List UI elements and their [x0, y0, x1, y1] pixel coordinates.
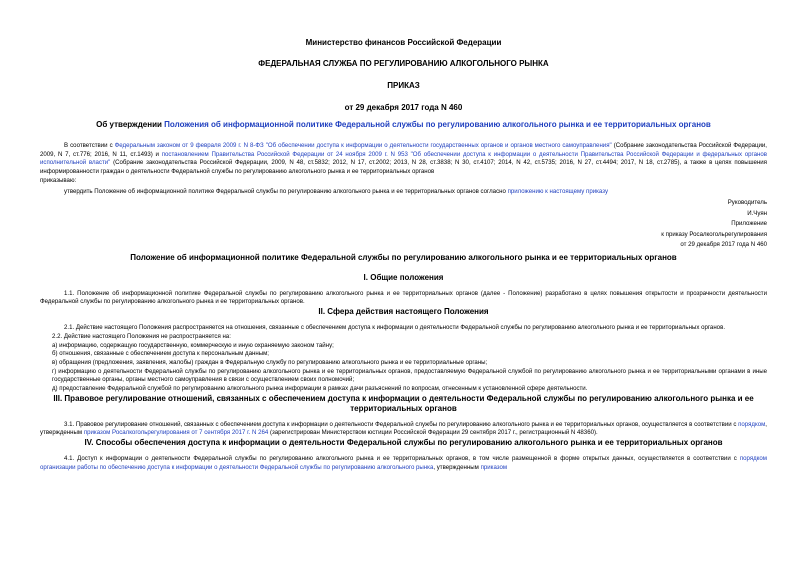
s3-text-2: , утвержденным	[40, 420, 767, 437]
section-3-title: III. Правовое регулирование отношений, связанных с обеспечением доступа к информации о деятельности Федеральной службы по регулированию алкогольного рынка и ее территориальных органов	[53, 393, 754, 413]
federal-law-link[interactable]: Федеральным законом от 9 февраля 2009 г. N 8-ФЗ "Об обеспечении доступа к информации о деятельности государственных органов и органов местного самоуправления"	[114, 142, 612, 149]
regulation-title: Положение об информационной политике Федеральной службы по регулированию алкогольного рынка и ее территориальных органов	[130, 252, 677, 262]
section-4-paragraph-1	[40, 455, 767, 472]
section-2-item-e: д) предоставление Федеральной службой по регулированию алкогольного рынка информации в рамках дачи разъяснений по вопросам, отнесенным к установленной сфере деятельности.	[52, 385, 588, 393]
s3-text-1: 3.1. Правовое регулирование отношений, связанных с обеспечением доступа к информации о деятельности Федеральной службы по регулированию алкогольного рынка и ее территориальных органов, осуществляется в соответствии с	[64, 420, 737, 428]
rosalko-order-link[interactable]: приказом Росалкогольрегулирования от 7 сентября 2017 г. N 264	[83, 429, 269, 437]
appendix-label: Приложение	[731, 220, 767, 228]
document-page	[40, 0, 767, 473]
doc-type: ПРИКАЗ	[387, 81, 420, 90]
doc-date-number: от 29 декабря 2017 года N 460	[344, 103, 463, 112]
s4-text-2: , утвержденным	[433, 463, 479, 471]
title-link[interactable]: Положения об информационной политике Федеральной службы по регулированию алкогольного рынка и ее территориальных органов	[164, 120, 711, 129]
signer-name: И.Чуян	[747, 209, 767, 217]
work-organization-procedure-link[interactable]: порядком организации работы по обеспечению доступа к информации о деятельности Федеральной службы по регулированию алкогольного рынка	[40, 455, 767, 471]
section-1-paragraph-1: 1.1. Положение об информационной политике Федеральной службы по регулированию алкогольного рынка и ее территориальных органов (далее - Положение) разработано в целях повышения открытости и прозрачности деятельности Федеральной службы по регулированию алкогольного рынка и ее территориальных органов.	[40, 289, 767, 306]
section-2-title: II. Сфера действия настоящего Положения	[318, 307, 489, 317]
preamble-text-3: (Собрание законодательства Российской Федерации, 2009, N 48, ст.5832; 2012, N 17, ст.2002; 2013, N 28, ст.3838; N 30, ст.4107; 2014, N 42, ст.5735; 2016, N 27, ст.4494; 2017, N 18, ст.2785), а также в целях повышения информированности граждан о деятельности Федеральной службы по регулированию алкогольного рынка и ее территориальных органов	[40, 159, 767, 176]
appendix-link[interactable]: приложению к настоящему приказу	[507, 187, 609, 195]
doc-title	[40, 120, 767, 130]
ministry-heading: Министерство финансов Российской Федерации	[305, 38, 502, 47]
section-2-item-b: б) отношения, связанные с обеспечением доступа к персональным данным;	[52, 350, 269, 358]
appendix-date: от 29 декабря 2017 года N 460	[680, 241, 767, 249]
section-2-item-c: в) обращения (предложения, заявления, жалобы) граждан в Федеральную службу по регулированию алкогольного рынка и ее территориальные органы;	[52, 358, 488, 366]
section-2-item-d: г) информацию о деятельности Федеральной службы по регулированию алкогольного рынка и ее территориальных органов, предоставляемую Федеральной службой по регулированию алкогольного рынка и ее территориальными органами в иные государственные органы, органы местного самоуправления в связи с осуществлением своих полномочий;	[52, 367, 767, 384]
s3-text-3: (зарегистрирован Министерством юстиции Российской Федерации 29 сентября 2017 г., регистрационный N 48360).	[269, 429, 598, 437]
signature-block	[40, 198, 767, 251]
procedure-link[interactable]: порядком	[738, 420, 766, 428]
section-1-title: I. Общие положения	[363, 272, 444, 282]
preamble-text-2: (Собрание законодательства Российской Федерации, 2009, N 7, ст.776; 2016, N 11, ст.1493) и	[40, 142, 767, 158]
service-heading: ФЕДЕРАЛЬНАЯ СЛУЖБА ПО РЕГУЛИРОВАНИЮ АЛКОГОЛЬНОГО РЫНКА	[258, 59, 549, 68]
signer-role: Руководитель	[727, 199, 767, 207]
preamble-paragraph	[40, 142, 767, 177]
section-2-item-a: а) информацию, содержащую государственную, коммерческую и иную охраняемую законом тайну;	[52, 341, 334, 349]
section-3-paragraph-1	[40, 421, 767, 438]
s4-text-1: 4.1. Доступ к информации о деятельности Федеральной службы по регулированию алкогольного рынка и ее территориальных органов, в том числе размещенной в форме открытых данных, осуществляется в соответствии с	[64, 455, 737, 463]
government-decree-link[interactable]: постановлением Правительства Российской Федерации от 24 ноября 2009 г. N 953 "Об обеспечении доступа к информации о деятельности Правительства Российской Федерации и федеральных органов исполнительной власти"	[40, 150, 767, 167]
order-word: приказываю:	[40, 176, 77, 184]
title-prefix: Об утверждении	[96, 120, 162, 129]
section-4-title: IV. Способы обеспечения доступа к информации о деятельности Федеральной службы по регулированию алкогольного рынка и ее территориальных органов	[84, 438, 723, 448]
s4-order-link[interactable]: приказом	[480, 463, 508, 471]
section-2-paragraph-1: 2.1. Действие настоящего Положения распространяется на отношения, связанные с обеспечением доступа к информации о деятельности Федеральной службы по регулированию алкогольного рынка и ее территориальных органов.	[64, 324, 726, 332]
section-2-paragraph-2: 2.2. Действие настоящего Положения не распространяется на:	[52, 332, 231, 340]
approve-text: утвердить Положение об информационной политике Федеральной службы по регулированию алкогольного рынка и ее территориальных органов согласно	[64, 187, 506, 195]
preamble-text-1: В соответствии с	[64, 142, 113, 149]
approve-paragraph	[40, 188, 767, 197]
appendix-to-order: к приказу Росалкогольрегулирования	[661, 230, 767, 238]
